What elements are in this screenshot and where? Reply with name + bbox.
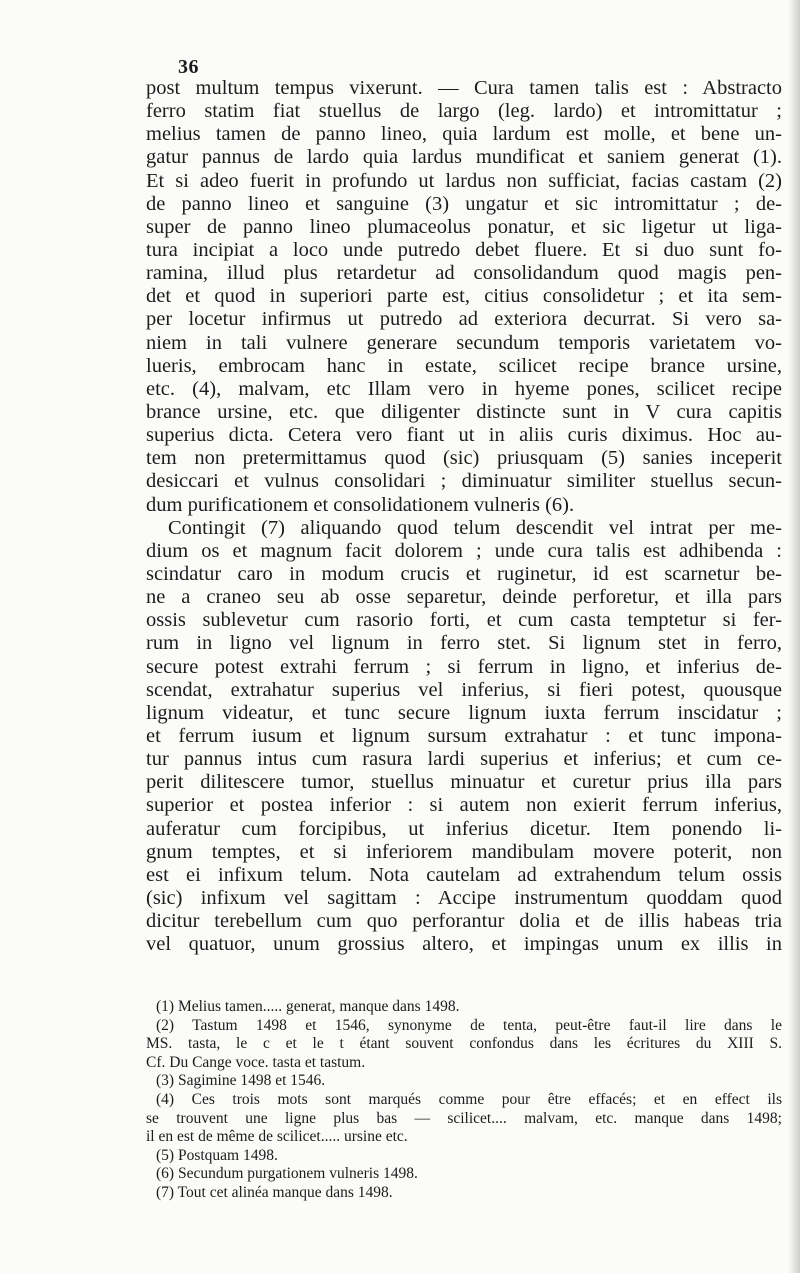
footnote-line: se trouvent une ligne plus bas — scilicet.... malvam, etc. manque dans 1498;	[146, 1109, 782, 1127]
text-line: lueris, embrocam hanc in estate, scilicet recipe brance ursine,	[146, 354, 782, 377]
footnote-line: (2) Tastum 1498 et 1546, synonyme de tenta, peut-être faut-il lire dans le	[156, 1016, 782, 1034]
footnote-line: il en est de même de scilicet..... ursine etc.	[146, 1128, 408, 1146]
text-line: et ferrum iusum et lignum sursum extrahatur : et tunc impona-	[146, 724, 782, 747]
text-line: ferro statim fiat stuellus de largo (leg. lardo) et intromittatur ;	[146, 100, 782, 123]
text-line: niem in tali vulnere generare secundum temporis varietatem vo-	[146, 331, 782, 354]
footnotes-block	[146, 998, 782, 1203]
text-line: est ei infixum telum. Nota cautelam ad extrahendum telum ossis	[146, 863, 782, 886]
footnote-line: (6) Secundum purgationem vulneris 1498.	[156, 1165, 418, 1183]
text-line: secure potest extrahi ferrum ; si ferrum in ligno, et inferius de-	[146, 655, 782, 678]
text-line: vel quatuor, unum grossius altero, et impingas unum ex illis in	[146, 933, 782, 956]
text-line: post multum tempus vixerunt. — Cura tamen talis est : Abstracto	[146, 77, 782, 99]
text-line: rum in ligno vel lignum in ferro stet. Si lignum stet in ferro,	[146, 632, 782, 655]
text-line: super de panno lineo plumaceolus ponatur, et sic ligetur ut liga-	[146, 215, 782, 238]
text-line: per locetur infirmus ut putredo ad exteriora decurrat. Si vero sa-	[146, 308, 782, 331]
text-line: melius tamen de panno lineo, quia lardum est molle, et bene un-	[146, 123, 782, 146]
page-edge-shadow	[788, 0, 800, 1273]
text-line: dium os et magnum facit dolorem ; unde cura talis est adhibenda :	[146, 539, 782, 562]
footnote-line: (3) Sagimine 1498 et 1546.	[156, 1072, 326, 1090]
text-line: scindatur caro in modum crucis et ruginetur, id est scarnetur be-	[146, 562, 782, 585]
text-line: desiccari et vulnus consolidari ; diminuatur similiter stuellus secun-	[146, 470, 782, 493]
footnote-line: MS. tasta, le c et le t étant souvent confondus dans les écritures du XIII S.	[146, 1035, 782, 1053]
text-line: ossis sublevetur cum rasorio forti, et cum casta temptetur si fer-	[146, 609, 782, 632]
text-line: superius dicta. Cetera vero fiant ut in aliis curis diximus. Hoc au-	[146, 424, 782, 447]
text-line: lignum videatur, et tunc secure lignum iuxta ferrum inscidatur ;	[146, 701, 782, 724]
footnote-line: Cf. Du Cange voce. tasta et tastum.	[146, 1053, 366, 1071]
text-line: gatur pannus de lardo quia lardus mundificat et saniem generat (1).	[146, 146, 782, 169]
text-line: ramina, illud plus retardetur ad consolidandum quod magis pen-	[146, 262, 782, 285]
text-line: perit dilitescere tumor, stuellus minuatur et curetur prius illa pars	[146, 771, 782, 794]
footnote-line: (5) Postquam 1498.	[156, 1146, 278, 1164]
main-text-block	[146, 77, 782, 956]
text-line: det et quod in superiori parte est, citius consolidetur ; et ita sem-	[146, 285, 782, 308]
text-line: brance ursine, etc. que diligenter distincte sunt in V cura capitis	[146, 400, 782, 423]
text-line: Contingit (7) aliquando quod telum descendit vel intrat per me-	[168, 516, 782, 539]
footnote-line: (1) Melius tamen..... generat, manque dans 1498.	[156, 998, 460, 1015]
text-line: gnum temptes, et si inferiorem mandibulam movere poterit, non	[146, 840, 782, 863]
page-number: 36	[178, 56, 199, 78]
text-line: dicitur terebellum cum quo perforantur dolia et de illis habeas tria	[146, 910, 782, 933]
text-line: superior et postea inferior : si autem non exierit ferrum inferius,	[146, 794, 782, 817]
footnote-line: (4) Ces trois mots sont marqués comme pour être effacés; et en effect ils	[156, 1090, 782, 1108]
text-line: ne a craneo seu ab osse separetur, deinde perforetur, et illa pars	[146, 586, 782, 609]
text-line: tura incipiat a loco unde putredo debet fluere. Et si duo sunt fo-	[146, 238, 782, 261]
text-line: scendat, extrahatur superius vel inferius, si fieri potest, quousque	[146, 678, 782, 701]
text-line: tur pannus intus cum rasura lardi superius et inferius; et cum ce-	[146, 748, 782, 771]
text-line: auferatur cum forcipibus, ut inferius dicetur. Item ponendo li-	[146, 817, 782, 840]
text-line: Et si adeo fuerit in profundo ut lardus non sufficiat, facias castam (2)	[146, 169, 782, 192]
text-line: (sic) infixum vel sagittam : Accipe instrumentum quoddam quod	[146, 886, 782, 909]
text-line: de panno lineo et sanguine (3) ungatur et sic intromittatur ; de-	[146, 192, 782, 215]
footnote-line: (7) Tout cet alinéa manque dans 1498.	[156, 1183, 393, 1201]
text-line: dum purificationem et consolidationem vulneris (6).	[146, 493, 575, 516]
text-line: tem non pretermittamus quod (sic) priusquam (5) sanies inceperit	[146, 447, 782, 470]
text-line: etc. (4), malvam, etc Illam vero in hyeme pones, scilicet recipe	[146, 377, 782, 400]
